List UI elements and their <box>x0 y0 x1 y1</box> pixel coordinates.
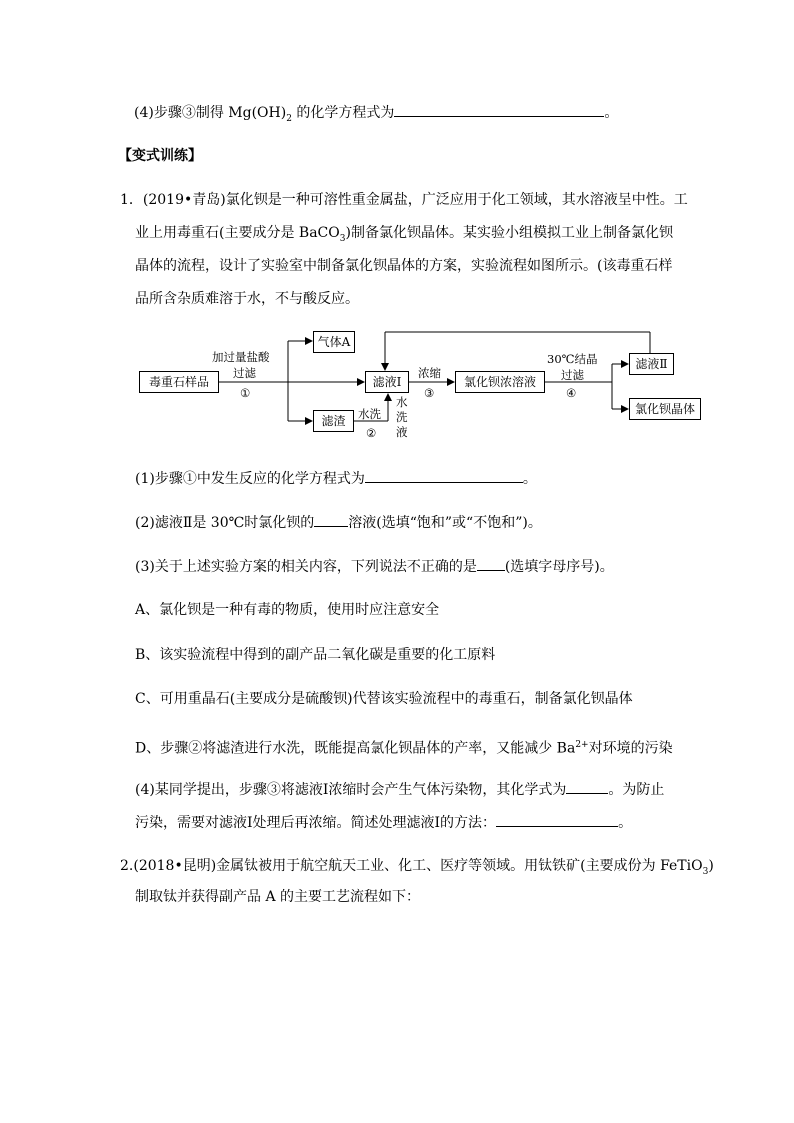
residue-box: 滤渣 <box>313 410 354 432</box>
option-c: C、可用重晶石(主要成分是硫酸钡)代替该实验流程中的毒重石，制备氯化钡晶体 <box>135 691 633 707</box>
wash-liquid-label-3: 液 <box>396 425 408 439</box>
section-title: 【变式训练】 <box>118 148 202 164</box>
answer-blank-q4a[interactable] <box>566 779 608 794</box>
question-4-line-2: 污染，需要对滤液Ⅰ处理后再浓缩。简述处理滤液Ⅰ的方法： 。 <box>135 812 632 833</box>
prev-question-4: (4)步骤③制得 $Mg(OH)_2$ 的化学方程式为 。 <box>134 102 618 129</box>
step-1-reagent-label: 加过量盐酸 <box>212 350 270 364</box>
step-3-label: 浓缩 <box>418 366 441 380</box>
problem-2-line-2: 制取钛并获得副产品 A 的主要工艺流程如下： <box>135 889 421 905</box>
gas-a-box: 气体A <box>313 331 355 353</box>
option-b: B、该实验流程中得到的副产品二氧化碳是重要的化工原料 <box>135 647 496 663</box>
question-3: (3)关于上述实验方案的相关内容，下列说法不正确的是 (选填字母序号)。 <box>135 556 614 577</box>
answer-blank-q4b[interactable] <box>496 812 618 827</box>
step-4-crystal-label: 30℃结晶 <box>547 352 598 366</box>
problem-1-line-1: 1．(2019•青岛)氯化钡是一种可溶性重金属盐，广泛应用于化工领域，其水溶液呈中性。工 <box>120 192 688 208</box>
problem-1-line-4: 品所含杂质难溶于水，不与酸反应。 <box>135 291 359 307</box>
step-4-filter-label: 过滤 <box>561 368 584 382</box>
wash-label: 水洗 <box>358 407 381 421</box>
problem-1-line-3: 晶体的流程，设计了实验室中制备氯化钡晶体的方案，实验流程如图所示。(该毒重石样 <box>135 258 673 274</box>
problem-2-line-1: 2.(2018•昆明)金属钛被用于航空航天工业、化工、医疗等领域。用钛铁矿(主要成份为 FeTiO$_3$) <box>120 858 714 877</box>
step-1-number: ① <box>240 386 251 400</box>
answer-blank-q3[interactable] <box>477 556 505 571</box>
step-4-number: ④ <box>566 386 577 400</box>
problem-1-line-2: 业上用毒重石(主要成分是 BaCO$_3$)制备氯化钡晶体。某实验小组模拟工业上制备氯化钡 <box>135 225 673 244</box>
answer-blank[interactable] <box>394 102 604 117</box>
answer-blank-q2[interactable] <box>314 512 348 527</box>
concentrated-solution-box: 氯化钡浓溶液 <box>455 371 545 393</box>
filtrate-2-box: 滤液Ⅱ <box>629 353 674 375</box>
wash-liquid-label-1: 水 <box>396 395 408 409</box>
wash-liquid-label-2: 洗 <box>396 410 408 424</box>
step-1-filter-label: 过滤 <box>233 366 256 380</box>
step-2-number: ② <box>366 426 377 440</box>
option-d: D、步骤②将滤渣进行水洗，既能提高氯化钡晶体的产率，又能减少 $Ba^{2+}$对环境的污染 <box>135 740 673 757</box>
question-1: (1)步骤①中发生反应的化学方程式为 。 <box>135 468 537 489</box>
question-4-line-1: (4)某同学提出，步骤③将滤液Ⅰ浓缩时会产生气体污染物，其化学式为 。为防止 <box>135 779 664 800</box>
option-a: A、氯化钡是一种有毒的物质，使用时应注意安全 <box>135 602 440 618</box>
question-2: (2)滤液Ⅱ是 30℃时氯化钡的 溶液(选填“饱和”或“不饱和”)。 <box>135 512 542 533</box>
filtrate-1-box: 滤液Ⅰ <box>365 371 409 393</box>
sample-box: 毒重石样品 <box>139 371 219 393</box>
answer-blank-q1[interactable] <box>365 468 523 483</box>
step-3-number: ③ <box>424 386 435 400</box>
crystal-box: 氯化钡晶体 <box>629 398 701 420</box>
